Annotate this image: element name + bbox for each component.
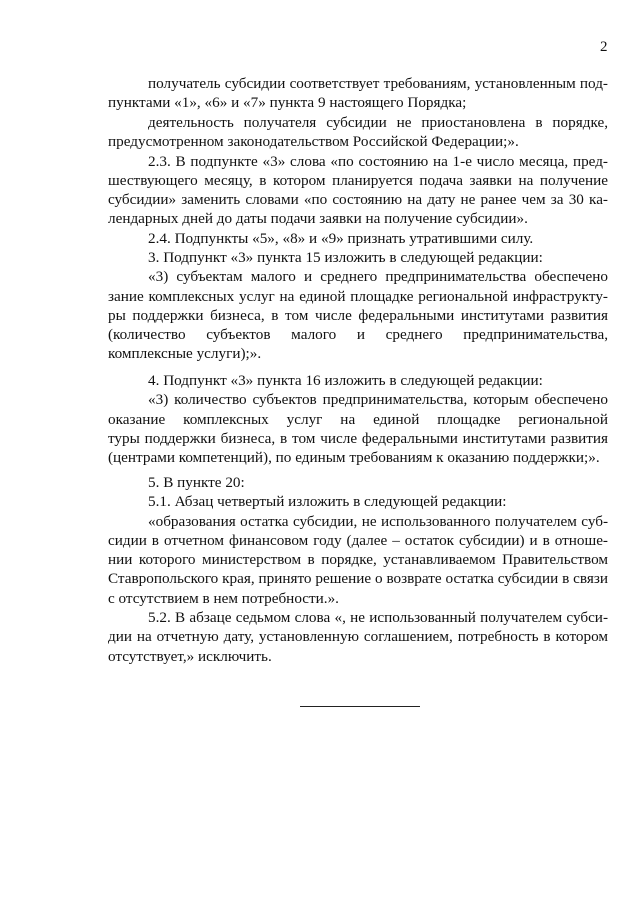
text-line: пунктами «1», «6» и «7» пункта 9 настоящего Порядка;	[108, 94, 467, 112]
text-line: 2.3. В подпункте «3» слова «по состоянию на 1-е число месяца, пред-	[148, 152, 608, 170]
paragraph-block-4	[108, 371, 608, 467]
text-line: шествующего месяцу, в котором планируется подача заявки на получение	[108, 171, 608, 189]
text-line: ры поддержки бизнеса, в том числе федеральными институтами развития	[108, 306, 608, 324]
text-line: комплексные услуги);».	[108, 345, 262, 363]
text-line: «образования остатка субсидии, не использованного получателем суб-	[148, 512, 608, 530]
paragraph-block-5	[108, 473, 608, 666]
text-line: «3) субъектам малого и среднего предпринимательства обеспечено	[148, 268, 608, 286]
text-line: оказание комплексных услуг на единой площадке региональной	[108, 410, 608, 428]
text-line: туры поддержки бизнеса, в том числе федеральными институтами развития	[108, 429, 608, 447]
text-line: с отсутствием в нем потребности.».	[108, 589, 339, 607]
text-line: «3) количество субъектов предпринимательства, которым обеспечено	[148, 391, 608, 409]
text-line: отсутствует,» исключить.	[108, 647, 272, 665]
paragraph-block-1	[108, 74, 608, 113]
text-line: предусмотренном законодательством Российской Федерации;».	[108, 133, 519, 151]
paragraph-block-3	[108, 248, 608, 364]
text-line: 3. Подпункт «3» пункта 15 изложить в следующей редакции:	[148, 249, 543, 266]
text-line: 5.1. Абзац четвертый изложить в следующей редакции:	[148, 493, 507, 511]
text-line: лендарных дней до даты подачи заявки на получение субсидии».	[108, 210, 528, 228]
text-line: получатель субсидии соответствует требованиям, установленным под-	[148, 75, 608, 92]
text-line: 5.2. В абзаце седьмом слова «, не использованный получателем субси-	[148, 609, 608, 627]
text-line: Ставропольского края, принято решение о возврате остатка субсидии в связи	[108, 570, 608, 588]
text-line: (количество субъектов малого и среднего предпринимательства,	[108, 326, 608, 344]
text-line: дии на отчетную дату, установленную соглашением, потребность в котором	[108, 628, 608, 646]
text-line: 4. Подпункт «3» пункта 16 изложить в следующей редакции:	[148, 372, 543, 389]
text-line: нии которого министерством в порядке, устанавливаемом Правительством	[108, 551, 608, 569]
text-line: зание комплексных услуг на единой площадке региональной инфраструкту-	[108, 287, 608, 305]
page-number: 2	[600, 39, 608, 55]
text-line: 2.4. Подпункты «5», «8» и «9» признать утратившими силу.	[148, 229, 534, 247]
text-line: сидии в отчетном финансовом году (далее – остаток субсидии) и в отноше-	[108, 531, 608, 549]
paragraph-block-2	[108, 113, 608, 248]
text-line: субсидии» заменить словами «по состоянию на дату не ранее чем за 30 ка-	[108, 191, 608, 209]
text-line: деятельность получателя субсидии не приостановлена в порядке,	[148, 114, 608, 131]
text-line: (центрами компетенций), по единым требованиям к оказанию поддержки;».	[108, 449, 600, 467]
closing-divider-line	[300, 706, 420, 707]
text-line: 5. В пункте 20:	[148, 474, 245, 491]
